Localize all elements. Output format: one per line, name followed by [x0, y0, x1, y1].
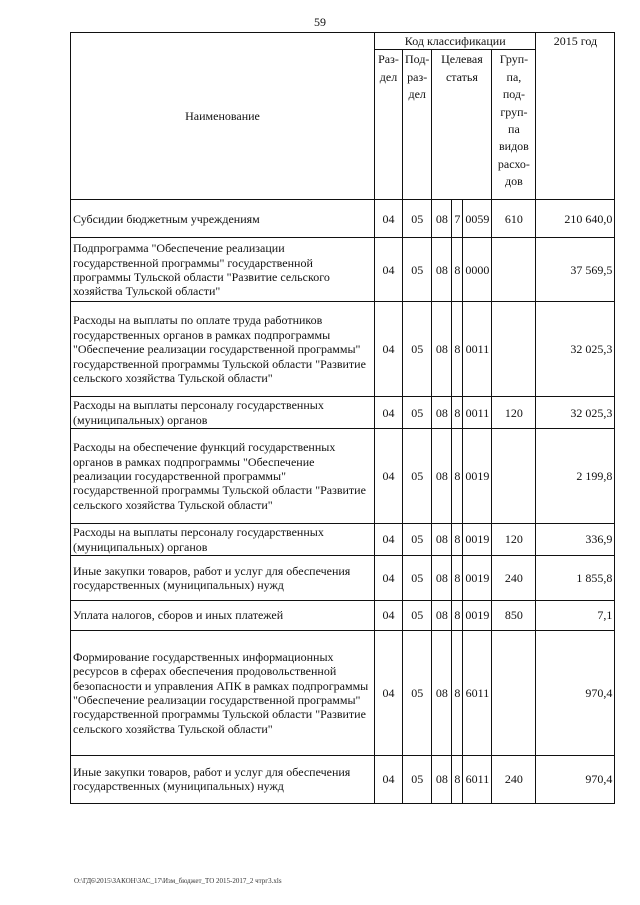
row-section: 04: [375, 429, 403, 524]
row-subprogram-code: 8: [452, 238, 463, 302]
row-subsection: 05: [403, 755, 432, 803]
row-name: Иные закупки товаров, работ и услуг для обеспечения государственных (муниципальных) нужд: [71, 755, 375, 803]
table-row: [71, 429, 615, 524]
table-row: [71, 555, 615, 600]
table-row: [71, 397, 615, 429]
row-name: Расходы на выплаты персоналу государственных (муниципальных) органов: [71, 524, 375, 556]
header-year: 2015 год: [536, 33, 615, 200]
row-expense-type: [492, 238, 536, 302]
row-section: 04: [375, 555, 403, 600]
table-row: [71, 630, 615, 755]
table-row: [71, 524, 615, 556]
row-subsection: 05: [403, 555, 432, 600]
row-expense-type: 610: [492, 200, 536, 238]
row-program-code: 08: [432, 429, 452, 524]
row-amount: 2 199,8: [536, 429, 615, 524]
row-section: 04: [375, 200, 403, 238]
row-name: Расходы на выплаты по оплате труда работников государственных органов в рамках подпрограммы "Обеспечение реализации государственной программы" государственной программы Тульской области "Развитие сельского хозяйства Тульской области": [71, 302, 375, 397]
table-row: [71, 200, 615, 238]
row-program-code: 08: [432, 302, 452, 397]
row-name: Расходы на обеспечение функций государственных органов в рамках подпрограммы "Обеспечение реализации государственной программы" государственной программы Тульской области "Развитие сельского хозяйства Тульской области": [71, 429, 375, 524]
row-name: Подпрограмма "Обеспечение реализации государственной программы" государственной программы Тульской области "Развитие сельского хозяйства Тульской области": [71, 238, 375, 302]
row-direction-code: 0019: [463, 600, 492, 630]
row-subsection: 05: [403, 600, 432, 630]
row-program-code: 08: [432, 200, 452, 238]
row-subsection: 05: [403, 238, 432, 302]
row-amount: 210 640,0: [536, 200, 615, 238]
row-name: Расходы на выплаты персоналу государственных (муниципальных) органов: [71, 397, 375, 429]
row-subprogram-code: 8: [452, 555, 463, 600]
row-program-code: 08: [432, 555, 452, 600]
row-direction-code: 0000: [463, 238, 492, 302]
row-subsection: 05: [403, 397, 432, 429]
row-amount: 37 569,5: [536, 238, 615, 302]
row-name: Уплата налогов, сборов и иных платежей: [71, 600, 375, 630]
row-name: Субсидии бюджетным учреждениям: [71, 200, 375, 238]
row-section: 04: [375, 630, 403, 755]
row-subsection: 05: [403, 524, 432, 556]
row-subsection: 05: [403, 630, 432, 755]
row-program-code: 08: [432, 524, 452, 556]
row-expense-type: 240: [492, 555, 536, 600]
row-section: 04: [375, 600, 403, 630]
row-amount: 32 025,3: [536, 302, 615, 397]
row-expense-type: [492, 429, 536, 524]
row-subsection: 05: [403, 302, 432, 397]
row-subprogram-code: 8: [452, 397, 463, 429]
header-target-item: Целевая статья: [432, 50, 492, 200]
row-direction-code: 0019: [463, 524, 492, 556]
row-program-code: 08: [432, 755, 452, 803]
row-program-code: 08: [432, 630, 452, 755]
row-amount: 32 025,3: [536, 397, 615, 429]
row-section: 04: [375, 302, 403, 397]
row-expense-type: 120: [492, 397, 536, 429]
header-name: Наименование: [71, 33, 375, 200]
header-classification: Код классификации: [375, 33, 536, 50]
row-subprogram-code: 8: [452, 600, 463, 630]
row-section: 04: [375, 524, 403, 556]
row-amount: 7,1: [536, 600, 615, 630]
row-direction-code: 0019: [463, 555, 492, 600]
row-direction-code: 0059: [463, 200, 492, 238]
budget-table: [70, 32, 615, 804]
table-row: [71, 302, 615, 397]
row-subsection: 05: [403, 429, 432, 524]
row-direction-code: 6011: [463, 755, 492, 803]
row-direction-code: 0011: [463, 302, 492, 397]
table-row: [71, 238, 615, 302]
table-row: [71, 600, 615, 630]
row-program-code: 08: [432, 238, 452, 302]
row-direction-code: 0019: [463, 429, 492, 524]
row-subprogram-code: 8: [452, 755, 463, 803]
row-expense-type: [492, 302, 536, 397]
row-subprogram-code: 7: [452, 200, 463, 238]
row-subprogram-code: 8: [452, 524, 463, 556]
row-name: Иные закупки товаров, работ и услуг для обеспечения государственных (муниципальных) нужд: [71, 555, 375, 600]
row-expense-type: 850: [492, 600, 536, 630]
row-section: 04: [375, 755, 403, 803]
row-amount: 970,4: [536, 630, 615, 755]
row-program-code: 08: [432, 397, 452, 429]
row-subprogram-code: 8: [452, 630, 463, 755]
file-path-footer: O:\ГД6\2015\ЗАКОН\ЗАС_17\Изм_бюджет_ТО 2015-2017_2 чтрг3.xls: [74, 877, 282, 885]
row-name: Формирование государственных информационных ресурсов в сферах обеспечения продовольственной безопасности и управления АПК в рамках подпрограммы "Обеспечение реализации государственной программы" государственной программы Тульской области "Развитие сельского хозяйства Тульской области": [71, 630, 375, 755]
row-direction-code: 0011: [463, 397, 492, 429]
row-subprogram-code: 8: [452, 302, 463, 397]
row-subsection: 05: [403, 200, 432, 238]
row-direction-code: 6011: [463, 630, 492, 755]
page-number: 59: [314, 15, 326, 29]
header-section: Раз- дел: [375, 50, 403, 200]
row-section: 04: [375, 397, 403, 429]
row-expense-type: 240: [492, 755, 536, 803]
row-section: 04: [375, 238, 403, 302]
row-amount: 1 855,8: [536, 555, 615, 600]
header-expense-group: Груп- па, под- груп- па видов расхо- дов: [492, 50, 536, 200]
header-subsection: Под- раз- дел: [403, 50, 432, 200]
row-expense-type: 120: [492, 524, 536, 556]
row-amount: 336,9: [536, 524, 615, 556]
row-subprogram-code: 8: [452, 429, 463, 524]
table-row: [71, 755, 615, 803]
row-amount: 970,4: [536, 755, 615, 803]
row-expense-type: [492, 630, 536, 755]
row-program-code: 08: [432, 600, 452, 630]
